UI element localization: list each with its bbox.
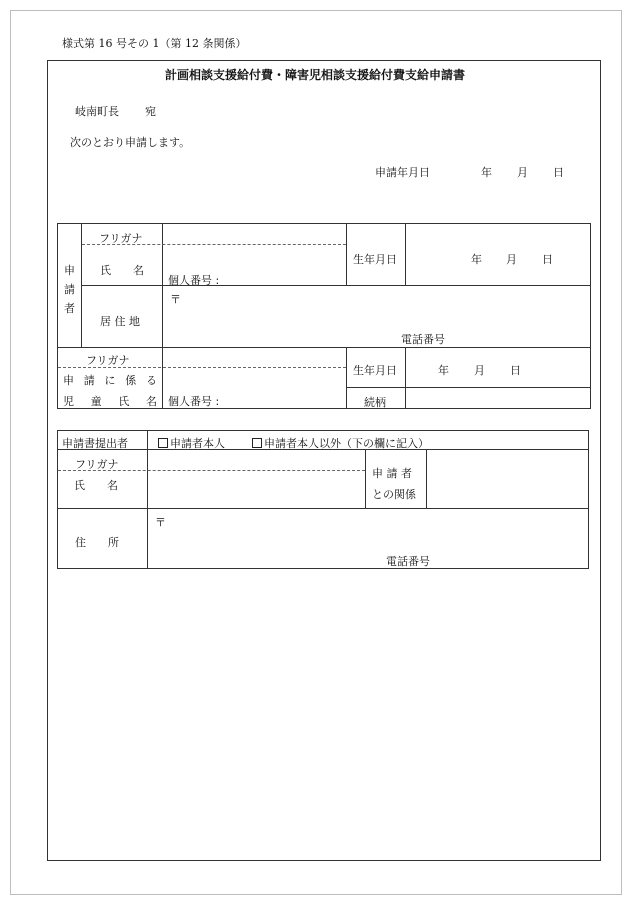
submitter-postal-mark: 〒 [155,516,166,529]
child-label-line-2: 児 童 氏 名 [63,395,157,408]
applicant-label-char-3: 者 [64,302,75,315]
submitter-option-self[interactable]: 申請者本人 [158,435,225,451]
form-title: 計画相談支援給付費・障害児相談支援給付費支給申請書 [164,68,465,82]
applicant-furigana-label: フリガナ [99,232,143,245]
addressee: 岐南町長 [75,105,119,118]
checkbox-self[interactable] [158,438,168,448]
applicant-birth-month-unit: 月 [506,253,517,266]
submitter-relation-label-line-2: との関係 [372,488,416,501]
child-personal-number-label: 個人番号 : [168,395,220,408]
applicant-phone-label: 電話番号 [401,333,445,346]
addressee-suffix: 宛 [145,105,156,118]
checkbox-other[interactable] [252,438,262,448]
applicant-address-label: 居 住 地 [100,315,140,328]
date-label: 申請年月日 [375,166,430,179]
applicant-personal-number-label: 個人番号 : [168,274,220,287]
applicant-name-label: 氏 名 [100,264,144,277]
child-furigana-label: フリガナ [86,354,130,367]
applicant-label-char-2: 請 [64,283,75,296]
child-birthdate-label: 生年月日 [353,364,397,377]
applicant-birthdate-label: 生年月日 [353,253,397,266]
child-relation-label: 続柄 [364,396,386,409]
submitter-relation-label-line-1: 申 請 者 [372,467,412,480]
submitter-label: 申請書提出者 [62,437,128,450]
date-month-unit: 月 [517,166,528,179]
applicant-label-char-1: 申 [64,264,75,277]
child-birth-year-unit: 年 [438,364,449,377]
submitter-option-other[interactable]: 申請者本人以外（下の欄に記入） [252,435,429,451]
date-day-unit: 日 [553,166,564,179]
child-birth-month-unit: 月 [474,364,485,377]
form-number: 様式第 16 号その 1（第 12 条関係） [62,37,247,50]
submitter-name-label: 氏 名 [74,479,118,492]
submitter-phone-label: 電話番号 [386,555,430,568]
applicant-postal-mark: 〒 [170,293,181,306]
intro-text: 次のとおり申請します。 [70,136,191,149]
child-birth-day-unit: 日 [510,364,521,377]
submitter-address-label: 住 所 [75,536,119,549]
child-label-line-1: 申 請 に 係 る [63,374,157,387]
applicant-birth-year-unit: 年 [471,253,482,266]
date-year-unit: 年 [481,166,492,179]
applicant-birth-day-unit: 日 [542,253,553,266]
submitter-furigana-label: フリガナ [75,458,119,471]
